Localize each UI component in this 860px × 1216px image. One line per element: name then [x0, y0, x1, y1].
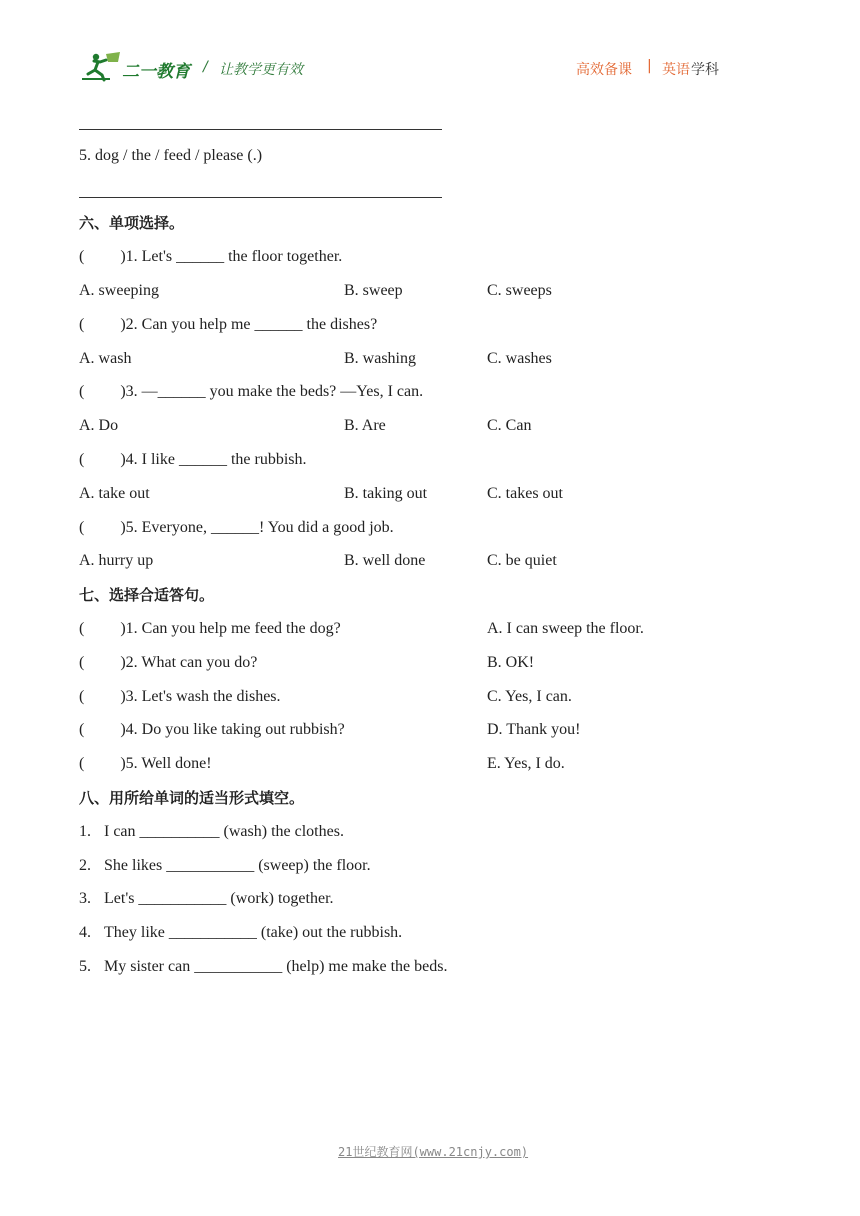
question-row: ( )2. What can you do?: [79, 654, 258, 671]
fill-item-text: My sister can ___________ (help) me make the beds.: [104, 958, 448, 975]
question-row: ( )5. Everyone, ______! You did a good job.: [79, 519, 394, 536]
option-a: A. hurry up: [79, 552, 154, 569]
answer-line: [79, 129, 442, 130]
option-c: C. sweeps: [487, 282, 552, 299]
option-c: C. be quiet: [487, 552, 557, 569]
question-row: ( )5. Well done!: [79, 755, 212, 772]
answer-option: D. Thank you!: [487, 721, 581, 738]
option-a: A. take out: [79, 485, 150, 502]
fill-item-number: 3.: [79, 890, 91, 907]
option-a: A. sweeping: [79, 282, 159, 299]
question-row: ( )1. Can you help me feed the dog?: [79, 620, 341, 637]
section7-title: 七、选择合适答句。: [79, 586, 215, 604]
fill-item-text: They like ___________ (take) out the rubbish.: [104, 924, 403, 941]
question-row: ( )1. Let's ______ the floor together.: [79, 248, 343, 265]
option-a: A. Do: [79, 417, 119, 434]
fill-item-number: 4.: [79, 924, 91, 941]
header-right-2a: 英语: [662, 62, 690, 78]
section6-title: 六、单项选择。: [79, 214, 185, 232]
answer-option: A. I can sweep the floor.: [487, 620, 644, 637]
answer-option: C. Yes, I can.: [487, 688, 572, 705]
question-row: ( )4. I like ______ the rubbish.: [79, 451, 307, 468]
answer-line: [79, 197, 442, 198]
fill-item-number: 2.: [79, 857, 91, 874]
footer-link[interactable]: 21世纪教育网(www.21cnjy.com): [338, 1145, 529, 1159]
section8-title: 八、用所给单词的适当形式填空。: [79, 789, 305, 807]
page-header: [80, 50, 780, 84]
option-a: A. wash: [79, 350, 132, 367]
header-right-2b: 学科: [691, 62, 719, 78]
answer-option: E. Yes, I do.: [487, 755, 565, 772]
question-row: ( )3. —______ you make the beds? —Yes, I can.: [79, 383, 424, 400]
option-b: B. sweep: [344, 282, 403, 299]
option-c: C. washes: [487, 350, 552, 367]
option-b: B. washing: [344, 350, 416, 367]
option-b: B. Are: [344, 417, 386, 434]
option-b: B. well done: [344, 552, 426, 569]
header-slash: /: [203, 59, 208, 75]
fill-item-number: 1.: [79, 823, 91, 840]
question-row: ( )4. Do you like taking out rubbish?: [79, 721, 345, 738]
question-row: ( )3. Let's wash the dishes.: [79, 688, 281, 705]
header-right-1: 高效备课: [576, 62, 632, 78]
fill-item-text: I can __________ (wash) the clothes.: [104, 823, 344, 840]
header-separator: |: [647, 58, 652, 74]
header-slogan: 让教学更有效: [219, 62, 303, 78]
option-b: B. taking out: [344, 485, 428, 502]
question-row: ( )2. Can you help me ______ the dishes?: [79, 316, 378, 333]
option-c: C. Can: [487, 417, 532, 434]
fill-item-text: Let's ___________ (work) together.: [104, 890, 334, 907]
logo-text: 二一教育: [122, 62, 190, 82]
answer-option: B. OK!: [487, 654, 535, 671]
section5-item-5: 5. dog / the / feed / please (.): [79, 147, 263, 164]
fill-item-number: 5.: [79, 958, 91, 975]
fill-item-text: She likes ___________ (sweep) the floor.: [104, 857, 371, 874]
runner-logo-icon: [80, 50, 124, 82]
option-c: C. takes out: [487, 485, 563, 502]
